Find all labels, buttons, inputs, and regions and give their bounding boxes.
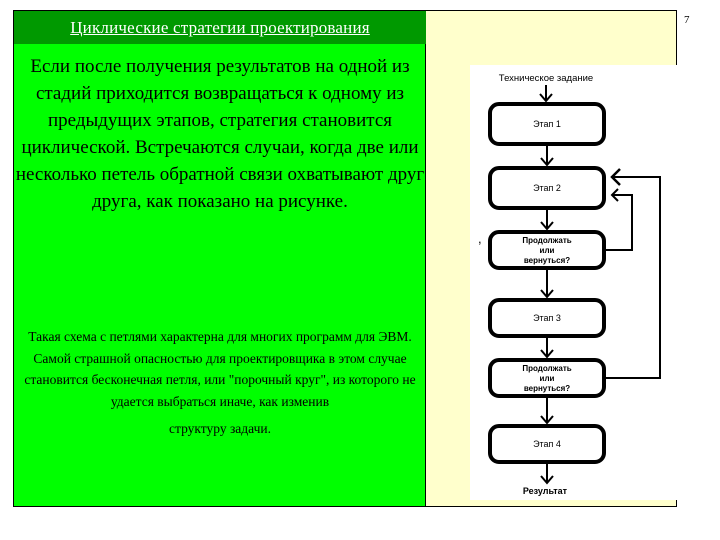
tick-mark: , (478, 231, 482, 246)
stage-2-label: Этап 2 (533, 183, 561, 193)
end-label: Результат (522, 486, 568, 496)
slide-title: Циклические стратегии проектирования (70, 17, 370, 37)
secondary-paragraph (14, 326, 426, 440)
flowchart-diagram (470, 65, 680, 500)
decision-2-line-2: или (539, 374, 555, 383)
secondary-paragraph-end: структуру задачи. (169, 421, 271, 436)
title-bar (14, 11, 426, 44)
start-label: Техническое задание (498, 73, 594, 84)
flowchart-panel (470, 65, 680, 500)
decision-1-line-1: Продолжать (522, 236, 572, 245)
stage-1-label: Этап 1 (533, 119, 561, 129)
stage-4-label: Этап 4 (533, 439, 561, 449)
decision-1-line-3: вернуться? (523, 256, 571, 265)
decision-2-line-3: вернуться? (523, 384, 571, 393)
page-number: 7 (684, 14, 690, 26)
stage-3-label: Этап 3 (533, 313, 561, 323)
secondary-paragraph-body: Такая схема с петлями характерна для многих программ для ЭВМ. Самой страшной опасностью для проектировщика в этом случае становится бесконечная петля, или "порочный круг", из которого не удается выбраться иначе, как изменив (24, 329, 416, 409)
main-paragraph: Если после получения результатов на одной из стадий приходится возвращаться к одному из предыдущих этапов, стратегия становится циклической. Встречаются случаи, когда две или несколько петель обратной связи охватывают друг друга, как показано на рисунке. (15, 56, 425, 212)
decision-1-line-2: или (539, 246, 555, 255)
decision-2-line-1: Продолжать (522, 364, 572, 373)
text-panel (14, 44, 426, 506)
